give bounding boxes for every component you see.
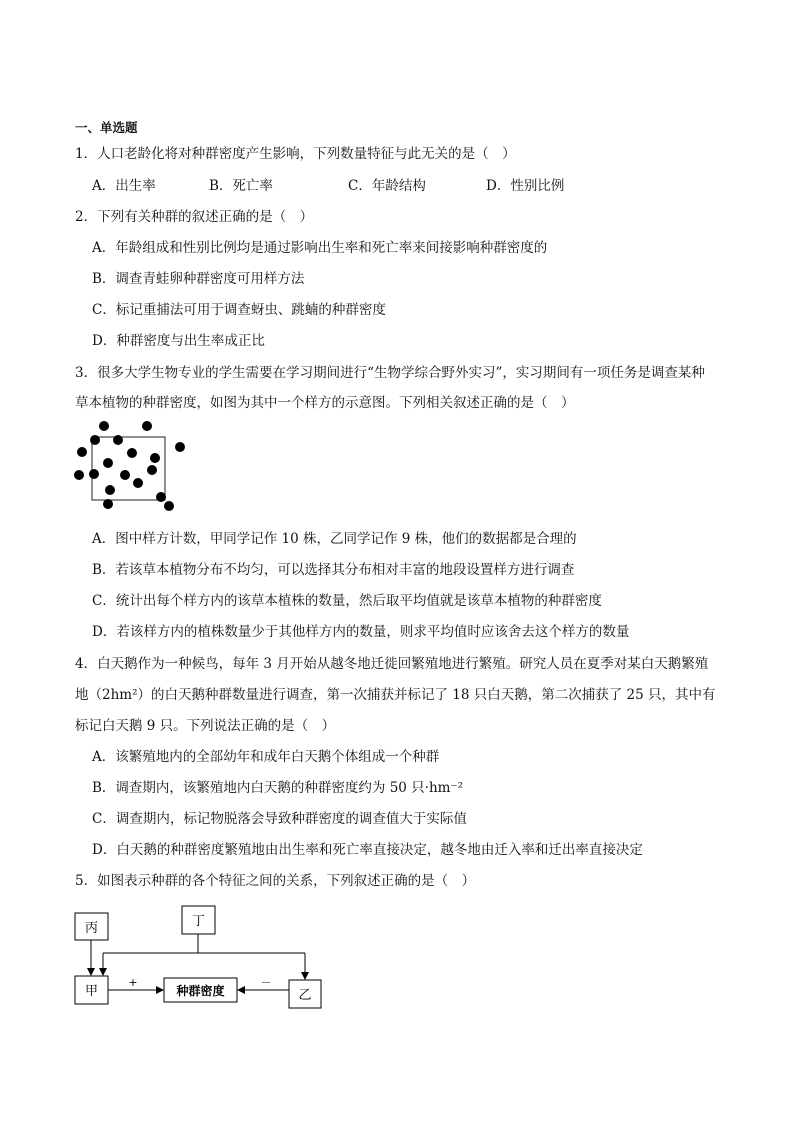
plant-dot — [99, 421, 109, 431]
option-c: C．年龄结构 — [348, 178, 426, 194]
label-bing: 丙 — [84, 921, 99, 936]
plant-dot — [103, 458, 113, 468]
question-3-option-b: B．若该草本植物分布不均匀，可以选择其分布相对丰富的地段设置样方进行调查 — [92, 562, 575, 578]
question-1-stem: 1．人口老龄化将对种群密度产生影响，下列数量特征与此无关的是（ ） — [75, 146, 516, 162]
question-3-option-d: D．若该样方内的植株数量少于其他样方内的数量，则求平均值时应该舍去这个样方的数量 — [92, 624, 630, 640]
question-4-option-d: D．白天鹅的种群密度繁殖地由出生率和死亡率直接决定，越冬地由迁入率和迁出率直接决定 — [92, 842, 643, 858]
option-b: B．死亡率 — [209, 178, 273, 194]
plant-dot — [120, 470, 130, 480]
plant-dot — [175, 442, 185, 452]
population-feature-diagram — [70, 902, 330, 1012]
label-center: 种群密度 — [176, 984, 225, 998]
plant-dot — [142, 421, 152, 431]
plant-dot — [164, 501, 174, 511]
plant-dot — [105, 485, 115, 495]
plant-dot — [150, 453, 160, 463]
quadrat-sample-figure — [70, 418, 195, 518]
plant-dot — [127, 448, 137, 458]
plant-dot — [89, 469, 99, 479]
sign-minus: － — [260, 976, 272, 989]
option-d: D．性别比例 — [486, 178, 565, 194]
option-a: A．出生率 — [92, 178, 156, 194]
question-3-option-c: C．统计出每个样方内的该草本植株的数量，然后取平均值就是该草本植物的种群密度 — [92, 593, 602, 609]
question-5-stem: 5．如图表示种群的各个特征之间的关系，下列叙述正确的是（ ） — [75, 873, 476, 889]
question-2-option-a: A．年龄组成和性别比例均是通过影响出生率和死亡率来间接影响种群密度的 — [92, 240, 548, 256]
question-3-stem-line-1: 3．很多大学生物专业的学生需要在学习期间进行“生物学综合野外实习”，实习期间有一项任务是调查某种 — [75, 365, 705, 381]
plant-dot — [113, 435, 123, 445]
question-2-option-d: D．种群密度与出生率成正比 — [92, 333, 265, 349]
plant-dot — [133, 478, 143, 488]
section-title: 一、单选题 — [75, 120, 138, 135]
label-yi: 乙 — [298, 988, 312, 1003]
question-4-stem-line-1: 4．白天鹅作为一种候鸟，每年 3 月开始从越冬地迁徙回繁殖地进行繁殖。研究人员在夏季对某白天鹅繁殖 — [75, 656, 709, 672]
plant-dot — [77, 447, 87, 457]
question-2-option-b: B．调查青蛙卵种群密度可用样方法 — [92, 271, 305, 287]
question-4-stem-line-2: 地（2hm²）的白天鹅种群数量进行调查，第一次捕获并标记了 18 只白天鹅，第二次捕获了 25 只，其中有 — [75, 687, 716, 703]
question-2-option-c: C．标记重捕法可用于调查蚜虫、跳蝻的种群密度 — [92, 302, 386, 318]
question-4-option-c: C．调查期内，标记物脱落会导致种群密度的调查值大于实际值 — [92, 811, 467, 827]
label-jia: 甲 — [84, 984, 99, 999]
question-3-stem-line-2: 草本植物的种群密度，如图为其中一个样方的示意图。下列相关叙述正确的是（ ） — [75, 395, 575, 411]
plant-dot — [74, 470, 84, 480]
sign-plus: + — [128, 976, 138, 989]
question-4-stem-line-3: 标记白天鹅 9 只。下列说法正确的是（ ） — [75, 718, 336, 734]
question-3-option-a: A．图中样方计数，甲同学记作 10 株，乙同学记作 9 株，他们的数据都是合理的 — [92, 531, 577, 547]
question-4-option-b: B．调查期内，该繁殖地内白天鹅的种群密度约为 50 只·hm⁻² — [92, 780, 464, 796]
plant-dot — [90, 435, 100, 445]
label-ding: 丁 — [191, 914, 206, 929]
question-2-stem: 2．下列有关种群的叙述正确的是（ ） — [75, 209, 314, 225]
plant-dot — [156, 492, 166, 502]
plant-dot — [103, 499, 113, 509]
plant-dot — [147, 465, 157, 475]
question-4-option-a: A．该繁殖地内的全部幼年和成年白天鹅个体组成一个种群 — [92, 749, 440, 765]
